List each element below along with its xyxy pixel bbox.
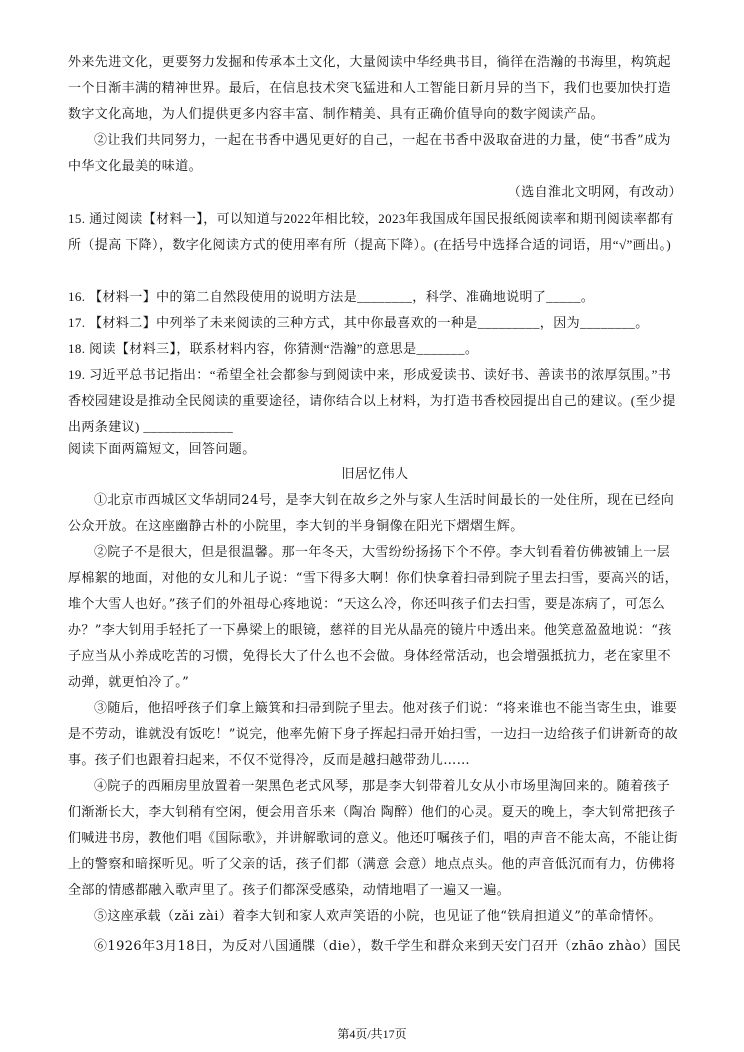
article-title: 旧居忆伟人 <box>341 467 409 482</box>
material3-paragraph-2: ②让我们共同努力，一起在书香中遇见更好的自己，一起在书香中汲取奋进的力量，使“书香”成为中华文化最美的味道。 <box>68 133 671 174</box>
material3-paragraph-continued: 外来先进文化，更要努力发掘和传承本土文化，大量阅读中华经典书目，徜徉在浩瀚的书海里，构筑起一个日渐丰满的精神世界。最后，在信息技术突飞猛进和人工智能日新月异的当下，我们也要加快打造数字文化高地，为人们提供更多内容丰富、制作精美、具有正确价值导向的数字阅读产品。 <box>68 55 672 122</box>
material3-source: （选自淮北文明网，有改动） <box>507 185 682 200</box>
article-paragraph-4: ④院子的西厢房里放置着一架黑色老式风琴，那是李大钊带着儿女从小市场里淘回来的。随着孩子们渐渐长大，李大钊稍有空闲，便会用音乐来（陶冶 陶醉）他们的心灵。夏天的晚上，李大钊常把孩子们喊进书房，教他们唱《国际歌》，并讲解歌词的意义。他还叮嘱孩子们，唱的声音不能太高，不能让街上的警察和暗探听见。听了父亲的话，孩子们都（满意 会意）地点点头。他的声音低沉而有力，仿佛将全部的情感都融入歌声里了。孩子们都深受感染，动情地唱了一遍又一遍。 <box>68 779 678 898</box>
question-18: 18. 阅读【材料三】，联系材料内容，你猜测“浩瀚”的意思是_______。 <box>68 341 479 356</box>
question-19-answer-blank: _____________ <box>143 419 234 434</box>
question-16: 16. 【材料一】中的第二自然段使用的说明方法是________，科学、准确地说明了_____。 <box>68 289 595 304</box>
question-17: 17. 【材料二】中列举了未来阅读的三种方式，其中你最喜欢的一种是_________，因为________。 <box>68 315 649 330</box>
question-15: 15. 通过阅读【材料一】，可以知道与2022年相比较，2023年我国成年国民报纸阅读率和期刊阅读率都有所（提高 下降），数字化阅读方式的使用率有所（提高下降）。(在括号中选择合适的词语，用“√”画出。) <box>68 211 674 252</box>
article-paragraph-1: ①北京市西城区文华胡同24号，是李大钊在故乡之外与家人生活时间最长的一处住所，现在已经向公众开放。在这座幽静古朴的小院里，李大钊的半身铜像在阳光下熠熠生辉。 <box>68 493 675 534</box>
question-19-text: 19. 习近平总书记指出：“希望全社会都参与到阅读中来，形成爱读书、读好书、善读书的浓厚氛围。”书香校园建设是推动全民阅读的重要途径，请你结合以上材料，为打造书香校园提出自己的建议。(至少提出两条建议) <box>68 367 676 434</box>
article-paragraph-2: ②院子不是很大，但是很温馨。那一年冬天，大雪纷纷扬扬下个不停。李大钊看着仿佛被铺上一层厚棉絮的地面，对他的女儿和儿子说：“雪下得多大啊！你们快拿着扫帚到院子里去扫雪，要高兴的话，堆个大雪人也好。”孩子们的外祖母心疼地说：“天这么冷，你还叫孩子们去扫雪，要是冻病了，可怎么办？”李大钊用手轻托了一下鼻梁上的眼镜，慈祥的目光从晶亮的镜片中透出来。他笑意盈盈地说：“孩子应当从小养成吃苦的习惯，免得长大了什么也不会做。身体经常活动，也会增强抵抗力，老在家里不动弹，就更怕冷了。” <box>68 545 679 690</box>
article-paragraph-6: ⑥1926年3月18日，为反对八国通牒（die），数千学生和群众来到天安门召开（zhāo zhào）国民 <box>94 939 682 954</box>
page-footer: 第4页/共17页 <box>337 1027 407 1041</box>
question-19 <box>68 362 682 440</box>
article-paragraph-5: ⑤这座承载（zǎi zài）着李大钊和家人欢声笑语的小院，也见证了他“铁肩担道义”的革命情怀。 <box>94 909 662 924</box>
article-paragraph-3: ③随后，他招呼孩子们拿上簸箕和扫帚到院子里去。他对孩子们说：“将来谁也不能当寄生虫，谁要是不劳动，谁就没有饭吃！”说完，他率先俯下身子挥起扫帚开始扫雪，一边扫一边给孩子们讲新奇的故事。孩子们也跟着扫起来，不仅不觉得冷，反而是越扫越带劲儿…… <box>68 701 679 768</box>
reading-instruction: 阅读下面两篇短文，回答问题。 <box>68 441 256 456</box>
